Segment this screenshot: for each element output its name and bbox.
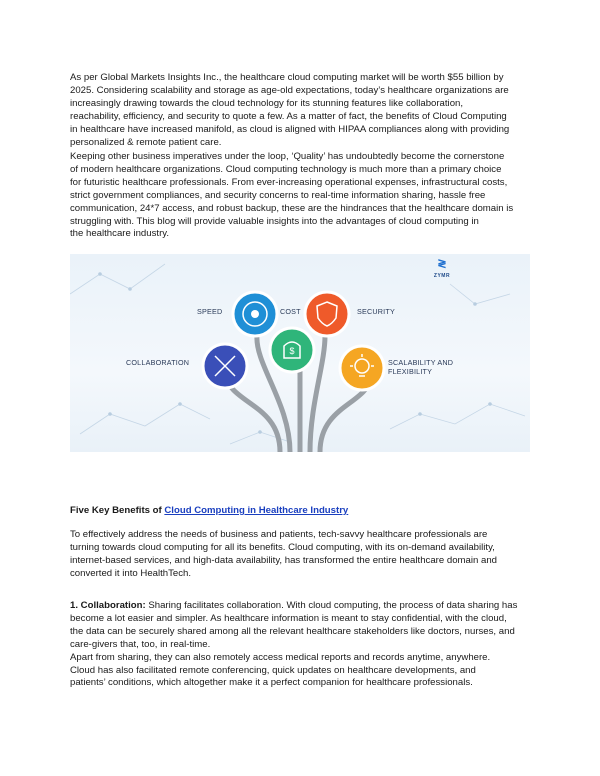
svg-text:$: $ xyxy=(289,346,295,356)
heading-prefix: Five Key Benefits of xyxy=(70,505,165,516)
zymr-logo-text: ZYMR xyxy=(433,273,451,279)
collaboration-paragraph xyxy=(70,600,532,690)
label-cost: COST xyxy=(280,307,301,316)
collaboration-text: Sharing facilitates collaboration. With cloud computing, the process of data sharing has become a lot easier and simpler. As healthcare information is meant to stay confidential, with the cloud, the data can be securely shared among all the relevant healthcare stakeholders like doctors, nurses, and care-givers that, too, in real-time. Apart from sharing, they can also remotely access medical reports and records anytime, anywhere. Cloud has also facilitated remote conferencing, quick updates on healthcare developments, and patients’ conditions, which altogether make it a perfect companion for healthcare professionals. xyxy=(70,600,518,689)
tree-graphic xyxy=(70,254,530,452)
zymr-logo-icon: ≷ xyxy=(437,258,447,270)
label-speed: SPEED xyxy=(197,307,223,316)
cloud-benefits-illustration xyxy=(70,254,530,452)
intro-paragraph-2: Keeping other business imperatives under the loop, ‘Quality’ has undoubtedly become the cornerstone of modern healthcare organizations. Cloud computing technology is much more than a primary choice for futuristic healthcare professionals. From ever-increasing operational expenses, infrastructural costs, strict government compliances, and security concerns to real-time information sharing, hassle free communication, 24*7 access, and robust backup, these are the hindrances that the healthcare domain is struggling with. This blog will provide valuable insights into the advantages of cloud computing in the healthcare industry. xyxy=(70,151,514,240)
section-paragraph-1: To effectively address the needs of business and patients, tech-savvy healthcare professionals are turning towards cloud computing for all its benefits. Cloud computing, with its on-demand availability, internet-based services, and high-data availability, has transformed the entire healthcare domain and converted it into HealthTech. xyxy=(70,529,497,579)
label-security: SECURITY xyxy=(357,307,395,316)
section-heading xyxy=(70,505,348,518)
label-collaboration: COLLABORATION xyxy=(126,358,190,367)
label-scalability: SCALABILITY AND FLEXIBILITY xyxy=(388,358,454,376)
intro-paragraph-1: As per Global Markets Insights Inc., the healthcare cloud computing market will be worth $55 billion by 2025. Considering scalability and storage as age-old expectations, today’s healthcare organizations are increasingly drawing towards the cloud technology for its stunning features like collaboration, reachability, efficiency, and security to quote a few. As a matter of fact, the benefits of Cloud Computing in healthcare have increased manifold, as cloud is aligned with HIPAA compliances along with providing personalized & remote patient care. xyxy=(70,72,510,148)
collaboration-title: 1. Collaboration: xyxy=(70,600,146,611)
zymr-logo xyxy=(428,259,456,283)
heading-link[interactable]: Cloud Computing in Healthcare Industry xyxy=(164,505,349,516)
